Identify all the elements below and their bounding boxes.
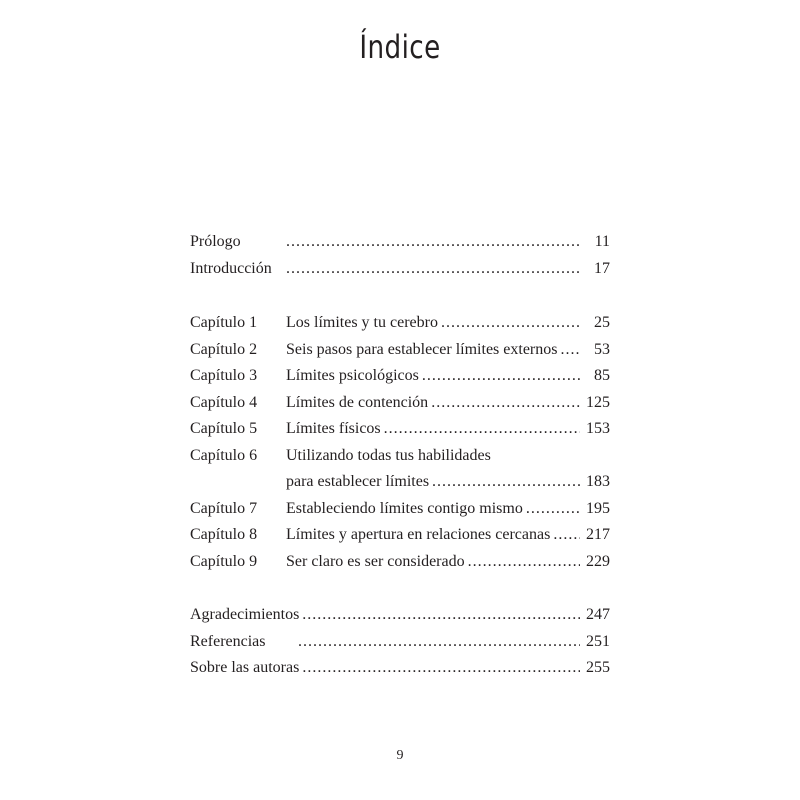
- chapter-label: Capítulo 3: [190, 367, 258, 384]
- toc-page-number: 183: [586, 473, 610, 490]
- toc-chapter-7: [190, 496, 610, 523]
- toc-chapter-8: [190, 522, 610, 549]
- dot-leader: [441, 310, 580, 337]
- toc-entry-referencias: [190, 629, 610, 656]
- chapter-title: Seis pasos para establecer límites externos: [286, 337, 560, 364]
- toc-entry-title: Introducción: [190, 259, 272, 277]
- toc-page-number: 85: [594, 367, 610, 384]
- page-number: 9: [396, 748, 404, 763]
- dot-leader: [526, 496, 580, 523]
- dot-leader: [286, 256, 580, 283]
- toc-page-number: 25: [594, 314, 610, 331]
- toc-entry-title: Referencias: [190, 632, 266, 650]
- toc-page-number: 17: [594, 259, 610, 277]
- dot-leader: [560, 337, 580, 364]
- chapter-title: Límites físicos: [286, 416, 384, 443]
- dot-leader: [553, 522, 580, 549]
- toc-back-matter: [190, 602, 610, 682]
- toc-page-number: 53: [594, 340, 610, 358]
- chapter-title: Ser claro es ser considerado: [286, 549, 468, 576]
- dot-leader: [432, 469, 580, 496]
- toc-entry-introduccion: [190, 256, 610, 283]
- toc-entry-agradecimientos: [190, 602, 610, 629]
- toc-chapter-9: [190, 549, 610, 576]
- dot-leader: [286, 229, 580, 256]
- chapter-label: Capítulo 6: [190, 446, 258, 464]
- dot-leader: [384, 416, 580, 443]
- toc-chapter-6-continued: [190, 469, 610, 496]
- dot-leader: [298, 629, 580, 656]
- chapter-title: Límites psicológicos: [286, 363, 422, 390]
- toc-page-number: 217: [586, 526, 610, 543]
- toc-chapter-3: [190, 363, 610, 390]
- toc-entry-prologo: [190, 229, 610, 256]
- chapter-title: Límites de contención: [286, 390, 431, 417]
- chapter-label: Capítulo 4: [190, 393, 258, 411]
- toc-chapter-6: [190, 443, 610, 470]
- dot-leader: [302, 602, 580, 629]
- chapter-label: Capítulo 1: [190, 314, 258, 331]
- toc-page-number: 247: [586, 606, 610, 623]
- page-title: Índice: [359, 28, 441, 66]
- chapter-label: Capítulo 5: [190, 420, 258, 437]
- toc-entry-sobre-las-autoras: [190, 655, 610, 682]
- toc-page-number: 11: [594, 233, 610, 250]
- toc-page-number: 255: [586, 659, 610, 676]
- chapter-label: Capítulo 9: [190, 552, 258, 570]
- toc-front-matter: [190, 229, 610, 282]
- chapter-label: Capítulo 8: [190, 526, 258, 543]
- toc-chapter-1: [190, 310, 610, 337]
- toc-entry-title: Prólogo: [190, 233, 241, 250]
- toc-page-number: 251: [586, 632, 610, 650]
- chapter-title: Los límites y tu cerebro: [286, 310, 441, 337]
- dot-leader: [422, 363, 580, 390]
- chapter-title: Utilizando todas tus habilidades: [286, 443, 494, 470]
- toc-chapter-5: [190, 416, 610, 443]
- toc-entry-title: Agradecimientos: [190, 602, 302, 629]
- toc-chapter-2: [190, 337, 610, 364]
- toc-chapter-4: [190, 390, 610, 417]
- chapter-title-continued: para establecer límites: [286, 469, 432, 496]
- chapter-label: Capítulo 2: [190, 340, 258, 358]
- chapter-title: Límites y apertura en relaciones cercanas: [286, 522, 553, 549]
- toc-page-number: 153: [586, 420, 610, 437]
- dot-leader: [431, 390, 580, 417]
- toc-page-number: 195: [586, 499, 610, 517]
- dot-leader: [468, 549, 580, 576]
- toc-entry-title: Sobre las autoras: [190, 655, 302, 682]
- toc-page-number: 229: [586, 552, 610, 570]
- chapter-title: Estableciendo límites contigo mismo: [286, 496, 526, 523]
- chapter-label: Capítulo 7: [190, 499, 258, 517]
- toc-chapters: [190, 310, 610, 575]
- toc-page-number: 125: [586, 393, 610, 411]
- dot-leader: [302, 655, 580, 682]
